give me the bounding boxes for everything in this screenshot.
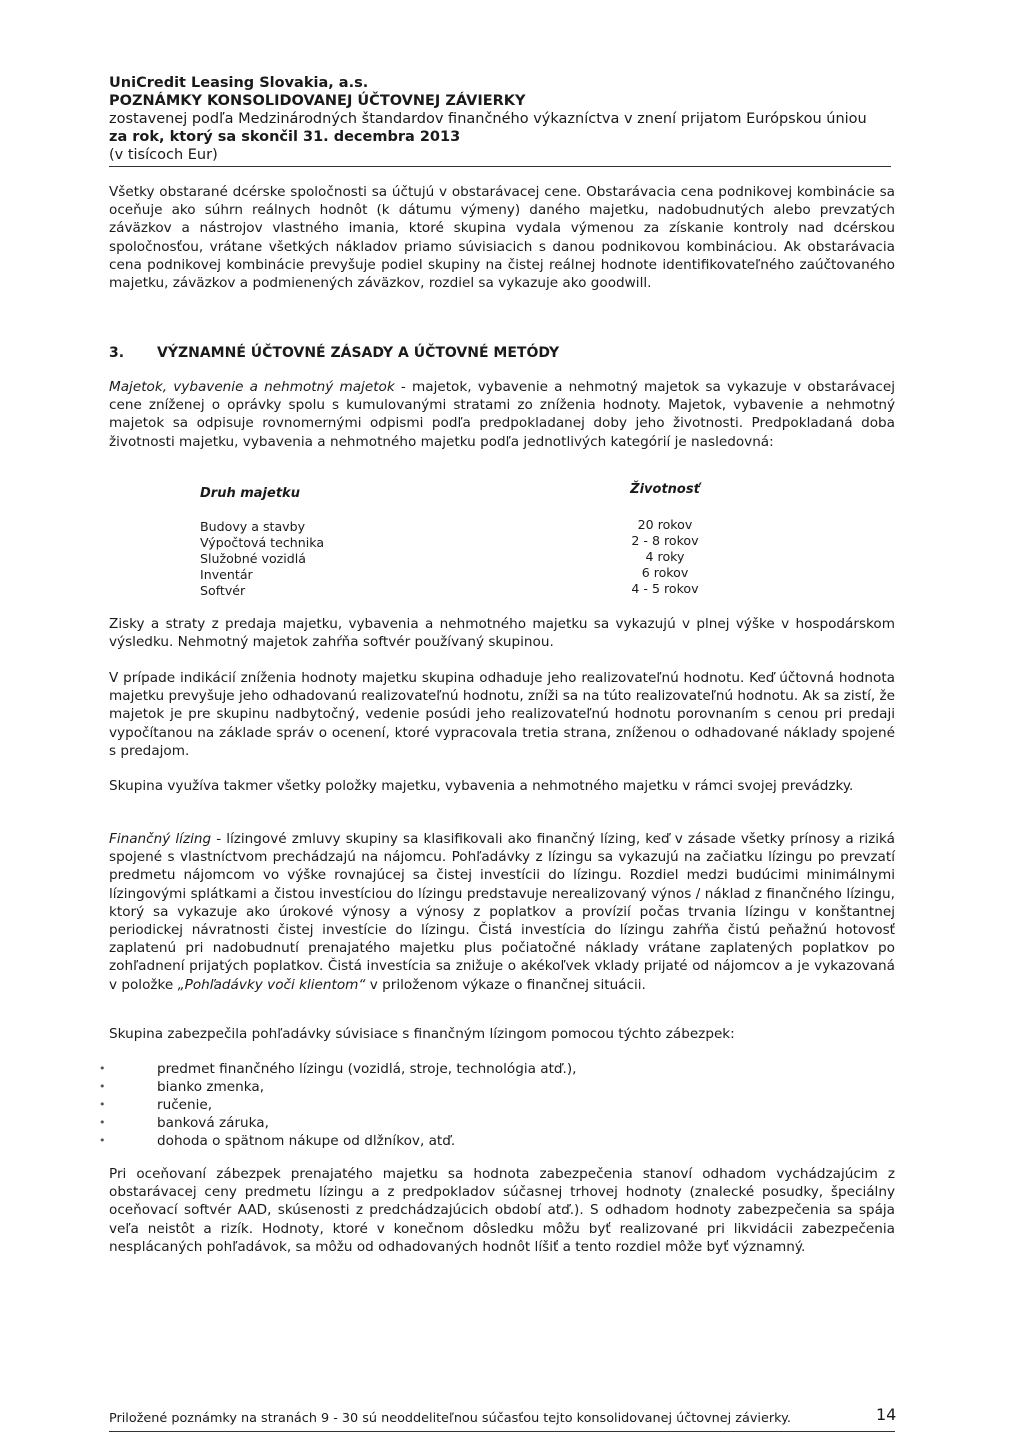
table-row-type: Služobné vozidlá [200,551,306,566]
impairment-text: V prípade indikácií zníženia hodnoty majetku skupina odhaduje jeho realizovateľnú hodnotu. Keď účtovná hodnota majetku prevyšuje jeho odhadovanú realizovateľnú hodnotu, zníži sa na túto realizovateľnú hodnotu. Ak sa zistí, že majetok je pre skupinu nadbytočný, vedenie posúdi jeho realizovateľnú hodnotu porovnaním s cenou pri predaji vypočítanou na základe správ o ocenení, ktoré vypracovala tretia strana, zníženou o odhadované náklady spojené s predajom. [109,670,895,759]
section-heading [109,345,559,361]
table-row-life: 4 - 5 rokov [631,581,699,596]
list-item: • ručenie, [109,1096,895,1114]
table-header-life: Životnosť [630,482,700,497]
leasing-reference: „Pohľadávky voči klientom“ [177,976,366,993]
document-subtitle: zostavenej podľa Medzinárodných štandardov finančného výkazníctva v znení prijatom Európskou úniou [109,111,867,127]
table-row-life: 2 - 8 rokov [631,533,699,548]
list-item: • predmet finančného lízingu (vozidlá, stroje, technológia atď.), [109,1060,895,1078]
intro-paragraph [109,183,895,292]
intro-text: Všetky obstarané dcérske spoločnosti sa účtujú v obstarávacej cene. Obstarávacia cena podnikovej kombinácie sa oceňuje ako súhrn reálnych hodnôt (k dátumu výmeny) daného majetku, nadobudnutých alebo prevzatých záväzkov a nástrojov vlastného imania, ktoré skupina vydala výmenou za získanie kontroly nad dcérskou spoločnosťou, vrátane všetkých nákladov priamo súvisiacich s danou podnikovou kombináciou. Ak obstarávacia cena podnikovej kombinácie prevyšuje podiel skupiny na čistej reálnej hodnote identifikovateľného zaúčtovaného majetku, záväzkov a podmienených záväzkov, rozdiel sa vykazuje ako goodwill. [109,184,895,292]
assets-lead: Majetok, vybavenie a nehmotný majetok [109,379,395,395]
section-number: 3. [109,345,125,361]
list-item: • bianko zmenka, [109,1078,895,1096]
assets-paragraph [109,378,895,451]
table-row-type: Budovy a stavby [200,519,306,534]
collateral-list [109,1060,895,1150]
footer-note: Priložené poznámky na stranách 9 - 30 sú neoddeliteľnou súčasťou tejto konsolidovanej účtovnej závierky. [109,1411,791,1426]
collateral-intro-text: Skupina zabezpečila pohľadávky súvisiace s finančným lízingom pomocou týchto zábezpek: [109,1026,735,1042]
impairment-paragraph [109,669,895,760]
valuation-text: Pri oceňovaní zábezpek prenajatého majetku sa hodnota zabezpečenia stanoví odhadom vychádzajúcim z obstarávacej ceny predmetu lízingu a z predpokladov súčasnej trhovej hodnoty (znalecké posudky, špeciálny oceňovací softvér AAD, skúsenosti z predchádzajúcich období atď.). S odhadom hodnoty zabezpečenia sa spája veľa neistôt a rizík. Hodnoty, ktoré v konečnom dôsledku môžu byť realizované pri likvidácii zabezpečenia nesplácaných pohľadávok, sa môžu od odhadovaných hodnôt líšiť a tento rozdiel môže byť významný. [109,1166,895,1255]
table-row-type: Inventár [200,567,253,582]
footer-divider [109,1431,895,1432]
list-item: • dohoda o spätnom nákupe od dlžníkov, atď. [109,1132,895,1150]
table-row-life: 20 rokov [637,517,693,532]
section-title: VÝZNAMNÉ ÚČTOVNÉ ZÁSADY A ÚČTOVNÉ METÓDY [157,345,560,361]
leasing-text-end: v priloženom výkaze o finančnej situácii. [365,976,646,993]
valuation-paragraph [109,1165,895,1256]
table-row-life: 4 roky [645,549,685,564]
page-number: 14 [876,1405,897,1424]
table-row-type: Softvér [200,583,246,598]
company-name: UniCredit Leasing Slovakia, a.s. [109,75,369,91]
table-header-type: Druh majetku [200,486,300,501]
leasing-text: - lízingové zmluvy skupiny sa klasifikovali ako finančný lízing, keď v zásade všetky prínosy a riziká spojené s vlastníctvom prechádzajú na nájomcu. Pohľadávky z lízingu sa vykazujú na začiatku lízingu po prevzatí predmetu nájomcom vo výške rovnajúcej sa čistej investícii do lízingu. Rozdiel medzi budúcimi minimálnymi lízingovými splátkami a čistou investíciou do lízingu predstavuje nerealizovaný výnos / náklad z finančného lízingu, ktorý sa vykazuje ako úrokové výnosy a výnosy z poplatkov a provízií počas trvania lízingu v konštantnej periodickej návratnosti čistej investície do lízingu. Čistá investícia do lízingu zahŕňa čistú peňažnú hotovosť zaplatenú pri nadobudnutí prenajatého majetku plus počiatočné náklady vrátane zaplatených poplatkov po zohľadnení prijatých poplatkov. Čistá investícia sa znižuje o akékoľvek vklady prijaté od nájomcov a je vykazovaná v položke [109,831,896,993]
currency-units: (v tisícoch Eur) [109,147,218,163]
header-divider [109,166,891,167]
table-row-type: Výpočtová technika [200,535,325,550]
page-header [109,74,891,164]
reporting-period: za rok, ktorý sa skončil 31. decembra 2013 [109,129,461,145]
usage-text: Skupina využíva takmer všetky položky majetku, vybavenia a nehmotného majetku v rámci svojej prevádzky. [109,778,854,794]
gains-paragraph [109,615,895,651]
leasing-paragraph [109,830,895,994]
table-row-life: 6 rokov [641,565,689,580]
list-item: • banková záruka, [109,1114,895,1132]
usage-paragraph [109,777,895,795]
document-title: POZNÁMKY KONSOLIDOVANEJ ÚČTOVNEJ ZÁVIERKY [109,93,526,109]
leasing-lead: Finančný lízing [109,831,212,847]
collateral-intro [109,1025,895,1043]
gains-text: Zisky a straty z predaja majetku, vybavenia a nehmotného majetku sa vykazujú v plnej výške v hospodárskom výsledku. Nehmotný majetok zahŕňa softvér používaný skupinou. [109,616,895,651]
assets-text: - majetok, vybavenie a nehmotný majetok sa vykazuje v obstarávacej cene zníženej o oprávky spolu s kumulovanými stratami zo zníženia hodnoty. Majetok, vybavenie a nehmotný majetok sa odpisuje rovnomernými odpismi podľa predpokladanej doby jeho životnosti. Predpokladaná doba životnosti majetku, vybavenia a nehmotného majetku podľa jednotlivých kategórií je nasledovná: [109,379,895,450]
